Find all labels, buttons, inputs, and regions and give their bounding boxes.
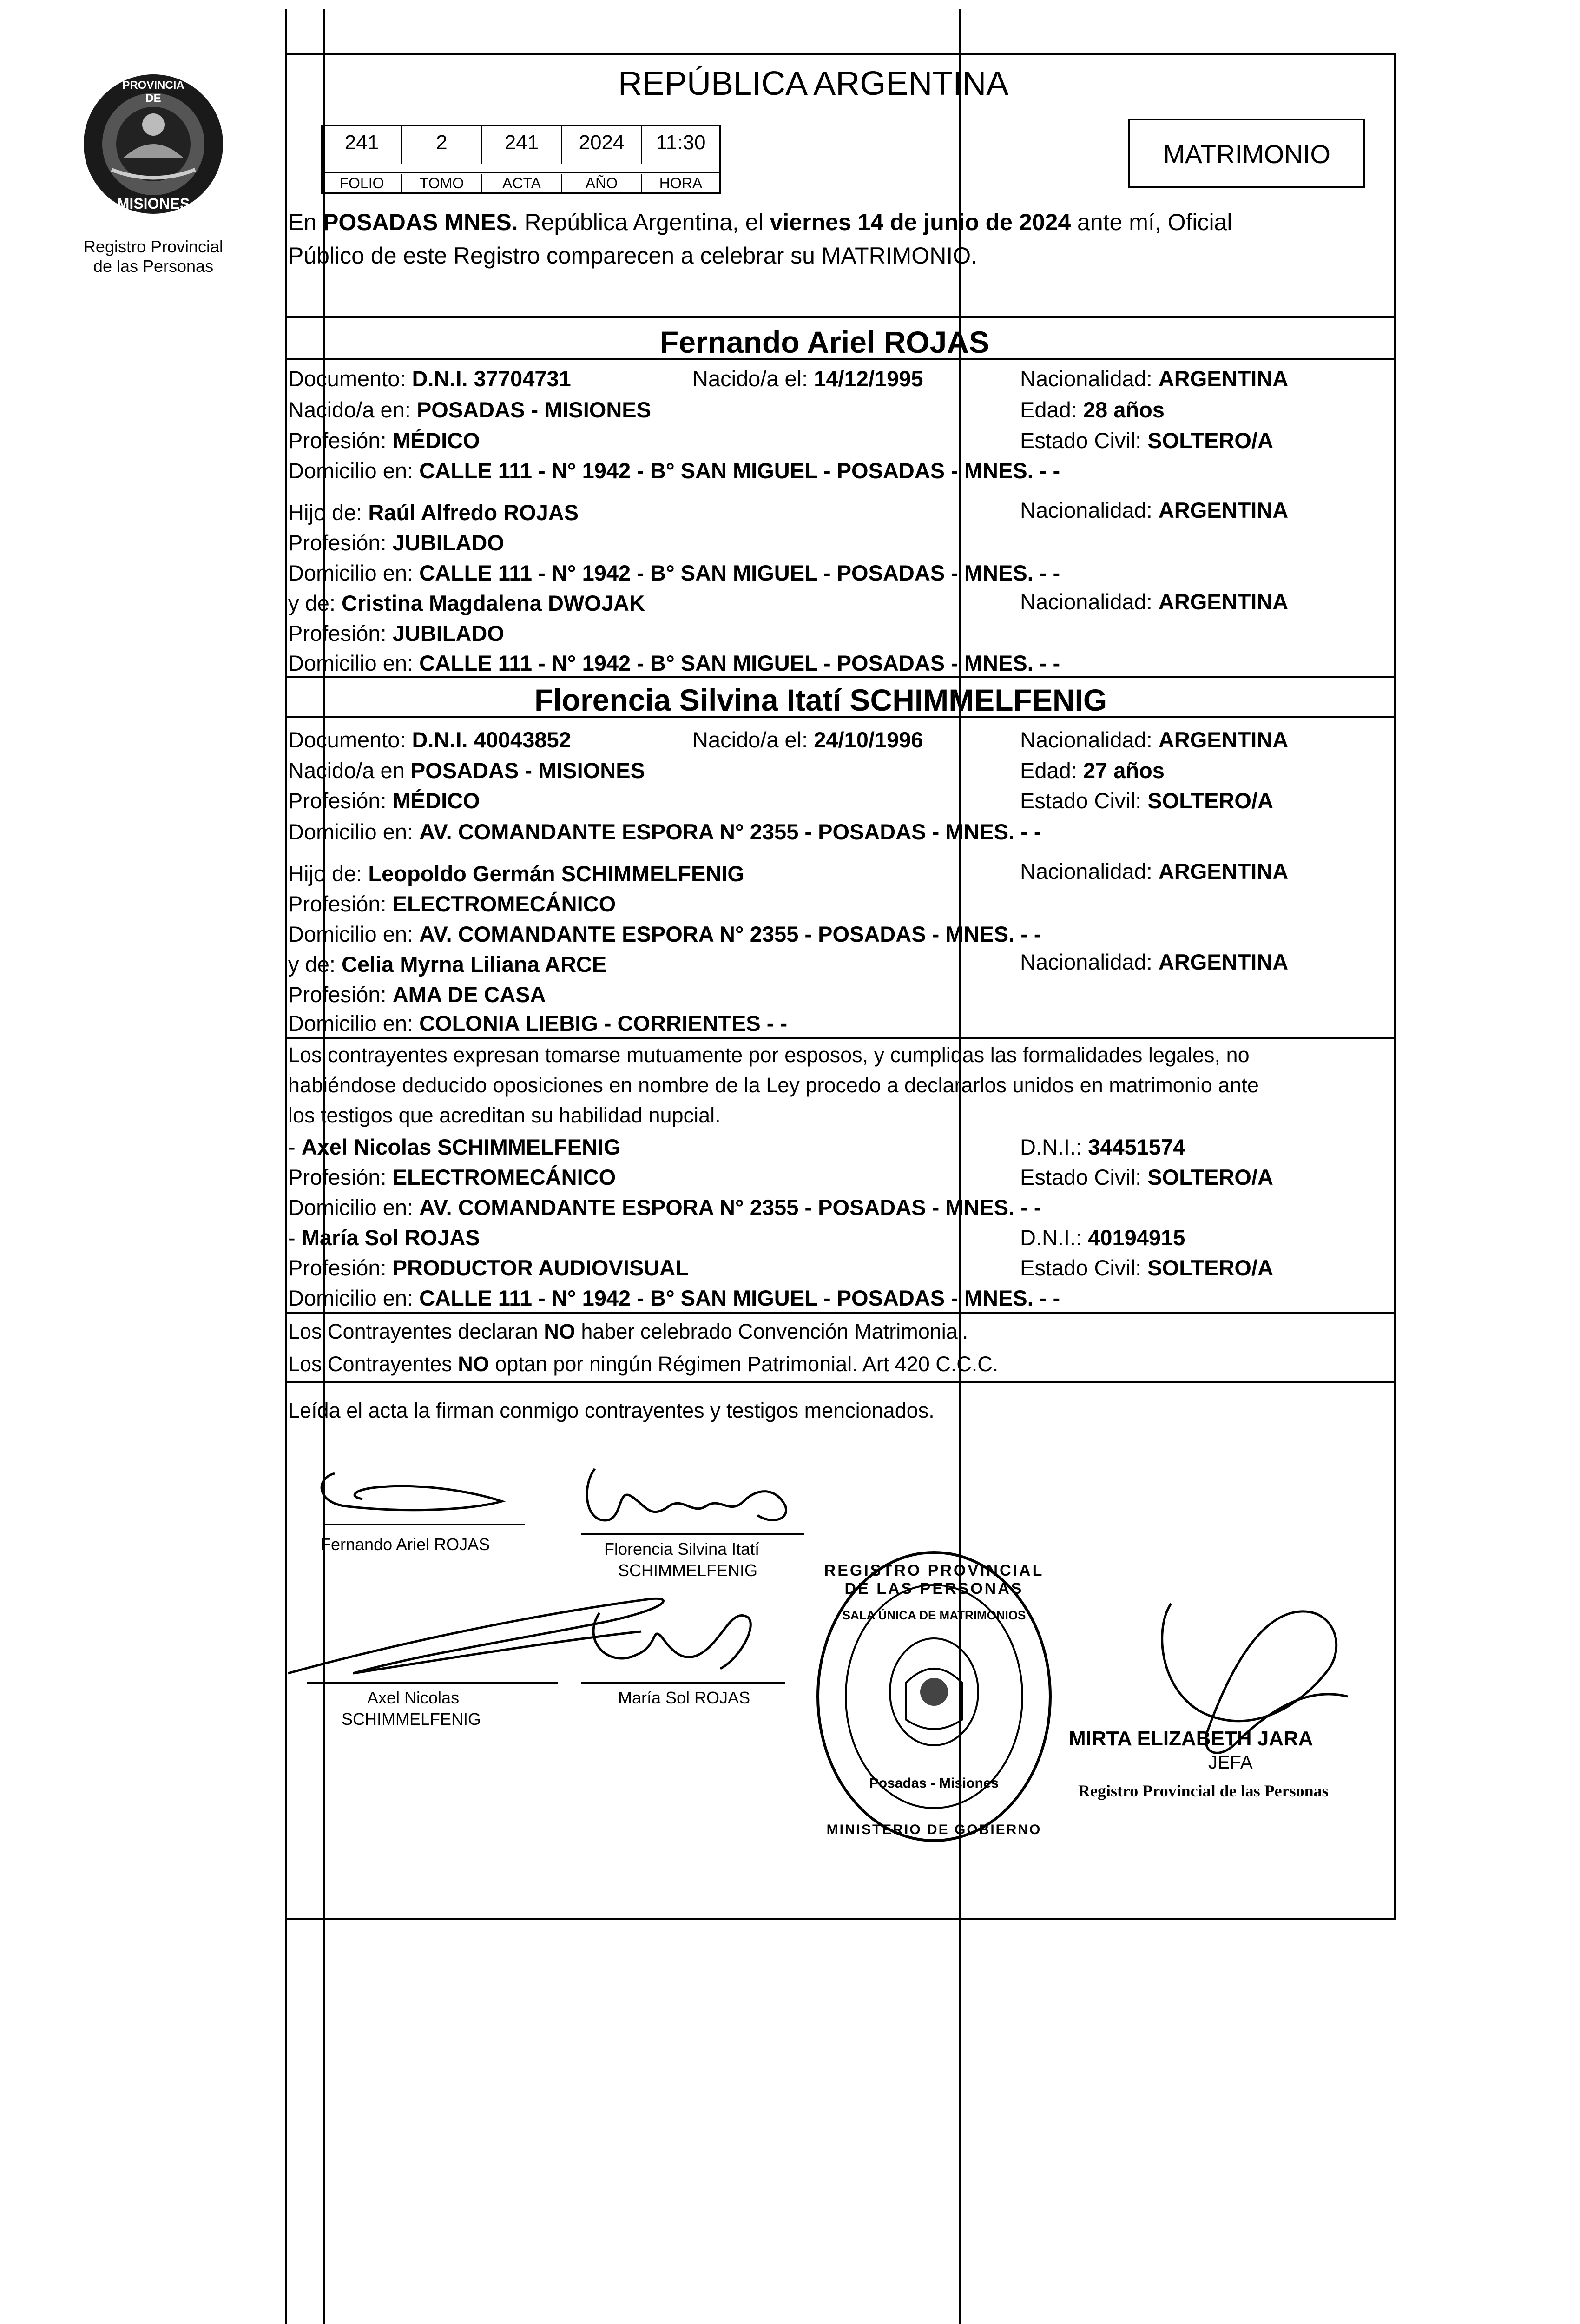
separator-intro (285, 316, 1396, 318)
testigo1-dom-label: Domicilio en: (288, 1195, 420, 1220)
sig-caption-florencia-2: SCHIMMELFENIG (618, 1561, 758, 1580)
acta-value: 241 (482, 126, 562, 164)
c2-father-nat-value: ARGENTINA (1158, 859, 1289, 884)
c2-prof-value: MÉDICO (392, 788, 480, 813)
logo-caption-2: de las Personas (93, 257, 214, 276)
c1-father-prof-value: JUBILADO (392, 530, 504, 555)
c2-age-label: Edad: (1020, 758, 1083, 783)
c2-father-nat (1020, 858, 1288, 885)
intro-text-b: República Argentina, el (518, 209, 770, 235)
c1-father-nat-label: Nacionalidad: (1020, 498, 1159, 522)
c1-mother-dom-value: CALLE 111 - N° 1942 - B° SAN MIGUEL - POSADAS - MNES. - - (419, 651, 1060, 675)
union-line-1: Los contrayentes expresan tomarse mutuamente por esposos, y cumplidas las formalidades legales, no (288, 1043, 1250, 1067)
c2-father-nat-label: Nacionalidad: (1020, 859, 1159, 884)
c1-doc-label: Documento: (288, 366, 412, 391)
testigo2-name-value: María Sol ROJAS (301, 1225, 480, 1250)
c2-age (1020, 757, 1165, 785)
c2-mother-nat-value: ARGENTINA (1158, 950, 1289, 974)
closing-text: Leída el acta la firman conmigo contrayentes y testigos mencionados. (288, 1399, 935, 1422)
c1-mother-nat (1020, 588, 1288, 616)
testigo1-dni (1020, 1133, 1185, 1161)
officer-org: Registro Provincial de las Personas (1078, 1782, 1329, 1800)
c1-dom-value: CALLE 111 - N° 1942 - B° SAN MIGUEL - POSADAS - MNES. - - (419, 458, 1060, 483)
c1-age-label: Edad: (1020, 397, 1083, 422)
c2-place (288, 757, 645, 785)
c2-age-value: 27 años (1083, 758, 1165, 783)
c2-father (288, 860, 744, 888)
c2-prof (288, 787, 480, 815)
c1-mother-nat-value: ARGENTINA (1158, 589, 1289, 614)
c2-born (692, 726, 923, 754)
c1-mother-value: Cristina Magdalena DWOJAK (341, 591, 645, 615)
c2-dom-label: Domicilio en: (288, 819, 420, 844)
c2-mother-value: Celia Myrna Liliana ARCE (341, 952, 607, 977)
c2-civil-label: Estado Civil: (1020, 788, 1148, 813)
c2-place-label: Nacido/a en (288, 758, 411, 783)
conv1-text-b: haber celebrado Convención Matrimonial. (575, 1320, 968, 1343)
conv1-no: NO (544, 1320, 575, 1343)
intro-date: viernes 14 de junio de 2024 (770, 209, 1071, 235)
testigo2-name (288, 1224, 480, 1252)
seal-bottom-text: MINISTERIO DE GOBIERNO (826, 1822, 1042, 1837)
union-line-2: habiéndose deducido oposiciones en nombre de la Ley procedo a declararlos unidos en matrimonio ante (288, 1073, 1259, 1097)
c2-mother-dom-label: Domicilio en: (288, 1011, 420, 1036)
c1-nat-label: Nacionalidad: (1020, 366, 1159, 391)
c1-dom (288, 457, 1060, 485)
c2-mother (288, 951, 606, 978)
c1-father-dom-label: Domicilio en: (288, 561, 420, 585)
c1-age-value: 28 años (1083, 397, 1165, 422)
logo-caption-1: Registro Provincial (83, 237, 224, 256)
c2-father-value: Leopoldo Germán SCHIMMELFENIG (368, 861, 744, 886)
logo-ring-bottom: MISIONES (117, 195, 190, 212)
c1-civil-label: Estado Civil: (1020, 428, 1148, 453)
intro-text-c: ante mí, Oficial (1071, 209, 1232, 235)
intro-line-1 (288, 208, 1232, 236)
c1-place-label: Nacido/a en: (288, 397, 417, 422)
testigo1-civil-value: SOLTERO/A (1147, 1165, 1273, 1189)
c1-place-value: POSADAS - MISIONES (416, 397, 651, 422)
sig-caption-axel-2: SCHIMMELFENIG (342, 1710, 481, 1729)
c1-nat (1020, 365, 1288, 393)
c1-father-label: Hijo de: (288, 500, 369, 525)
testigo2-dom-value: CALLE 111 - N° 1942 - B° SAN MIGUEL - POSADAS - MNES. - - (419, 1286, 1060, 1310)
testigo2-dni (1020, 1224, 1185, 1252)
signature-fernando (307, 1459, 548, 1534)
c1-doc-value: D.N.I. 37704731 (412, 366, 571, 391)
c2-mother-prof-label: Profesión: (288, 982, 393, 1007)
c2-mother-nat (1020, 948, 1288, 976)
c1-born-value: 14/12/1995 (814, 366, 923, 391)
c1-civil (1020, 427, 1273, 455)
c2-prof-label: Profesión: (288, 788, 393, 813)
c2-born-value: 24/10/1996 (814, 727, 923, 752)
c1-prof-label: Profesión: (288, 428, 393, 453)
acta-label: ACTA (482, 174, 562, 193)
c2-nat-label: Nacionalidad: (1020, 727, 1159, 752)
c1-mother-nat-label: Nacionalidad: (1020, 589, 1159, 614)
testigo2-dom (288, 1284, 1060, 1312)
testigo1-dni-label: D.N.I.: (1020, 1135, 1088, 1159)
c1-father-nat-value: ARGENTINA (1158, 498, 1289, 522)
c1-born-label: Nacido/a el: (692, 366, 814, 391)
c1-doc (288, 365, 571, 393)
testigo1-prof-value: ELECTROMECÁNICO (392, 1165, 616, 1189)
seal-inner-text: SALA ÚNICA DE MATRIMONIOS (842, 1608, 1026, 1622)
conv1-text-a: Los Contrayentes declaran (288, 1320, 544, 1343)
c2-father-dom (288, 920, 1041, 948)
c2-father-prof-value: ELECTROMECÁNICO (392, 891, 616, 916)
tomo-label: TOMO (402, 174, 482, 193)
c1-nat-value: ARGENTINA (1158, 366, 1289, 391)
tomo-value: 2 (402, 126, 482, 164)
separator-conv-end (285, 1381, 1396, 1383)
signature-maria (572, 1594, 795, 1687)
officer-name: MIRTA ELIZABETH JARA (1069, 1727, 1313, 1750)
c2-dom-value: AV. COMANDANTE ESPORA N° 2355 - POSADAS - MNES. - - (419, 819, 1041, 844)
testigo1-civil (1020, 1163, 1273, 1191)
c1-father-prof (288, 529, 504, 557)
act-type-label: MATRIMONIO (1163, 139, 1330, 169)
testigo1-name-value: Axel Nicolas SCHIMMELFENIG (301, 1135, 621, 1159)
c2-doc-label: Documento: (288, 727, 412, 752)
c1-father-dom (288, 559, 1060, 587)
testigo1-prefix: - (288, 1135, 302, 1159)
testigo1-name (288, 1133, 621, 1161)
c1-mother-prof-label: Profesión: (288, 621, 393, 646)
c2-father-label: Hijo de: (288, 861, 369, 886)
officer-title: JEFA (1208, 1752, 1253, 1773)
c1-place (288, 396, 651, 424)
contrayente1-name: Fernando Ariel ROJAS (660, 325, 990, 359)
seal-outer-text: REGISTRO PROVINCIAL DE LAS PERSONAS (824, 1562, 1044, 1598)
c1-mother-dom (288, 649, 1060, 677)
c1-father-value: Raúl Alfredo ROJAS (368, 500, 579, 525)
act-reference-table (321, 125, 721, 194)
conv2-no: NO (458, 1352, 489, 1376)
testigo1-dni-value: 34451574 (1088, 1135, 1185, 1159)
c2-born-label: Nacido/a el: (692, 727, 814, 752)
c1-born (692, 365, 923, 393)
c1-civil-value: SOLTERO/A (1147, 428, 1273, 453)
testigo1-prof (288, 1163, 616, 1191)
testigo2-prof (288, 1254, 689, 1282)
testigo2-civil (1020, 1254, 1273, 1282)
c1-father-dom-value: CALLE 111 - N° 1942 - B° SAN MIGUEL - POSADAS - MNES. - - (419, 561, 1060, 585)
ref-table-divider (323, 172, 719, 173)
c2-dom (288, 818, 1041, 846)
c2-mother-dom-value: COLONIA LIEBIG - CORRIENTES - - (419, 1011, 788, 1036)
c2-mother-dom (288, 1010, 787, 1037)
conv2-text-b: optan por ningún Régimen Patrimonial. Art 420 C.C.C. (489, 1352, 999, 1376)
testigo1-dom (288, 1194, 1041, 1221)
signature-florencia (553, 1459, 823, 1543)
convencion-line-1 (288, 1318, 968, 1346)
c1-mother-dom-label: Domicilio en: (288, 651, 420, 675)
conv2-text-a: Los Contrayentes (288, 1352, 458, 1376)
testigo2-dni-label: D.N.I.: (1020, 1225, 1088, 1250)
c2-doc-value: D.N.I. 40043852 (412, 727, 571, 752)
c2-place-value: POSADAS - MISIONES (410, 758, 645, 783)
anio-label: AÑO (562, 174, 642, 193)
c1-father-prof-label: Profesión: (288, 530, 393, 555)
c2-nat (1020, 726, 1288, 754)
union-line-3: los testigos que acreditan su habilidad nupcial. (288, 1103, 721, 1127)
c2-mother-label: y de: (288, 952, 342, 977)
testigo2-prefix: - (288, 1225, 302, 1250)
c2-father-prof-label: Profesión: (288, 891, 393, 916)
contrayente2-name: Florencia Silvina Itatí SCHIMMELFENIG (534, 683, 1107, 717)
folio-value: 241 (323, 126, 402, 164)
testigo2-prof-label: Profesión: (288, 1255, 393, 1280)
intro-place: POSADAS MNES. (323, 209, 518, 235)
sig-caption-fernando: Fernando Ariel ROJAS (321, 1535, 490, 1554)
c1-father (288, 499, 579, 527)
c2-mother-nat-label: Nacionalidad: (1020, 950, 1159, 974)
separator-c2-end (285, 1037, 1396, 1039)
testigo1-civil-label: Estado Civil: (1020, 1165, 1148, 1189)
c1-father-nat (1020, 496, 1288, 524)
testigo2-civil-label: Estado Civil: (1020, 1255, 1148, 1280)
c1-mother (288, 589, 645, 617)
testigo2-civil-value: SOLTERO/A (1147, 1255, 1273, 1280)
hora-value: 11:30 (656, 131, 706, 154)
page-title: REPÚBLICA ARGENTINA (618, 65, 1009, 102)
c1-mother-prof (288, 620, 504, 647)
c2-mother-prof (288, 981, 546, 1009)
sig-caption-maria: María Sol ROJAS (618, 1688, 750, 1707)
c2-doc (288, 726, 571, 754)
sig-caption-florencia-1: Florencia Silvina Itatí (604, 1539, 760, 1558)
testigo2-prof-value: PRODUCTOR AUDIOVISUAL (392, 1255, 689, 1280)
c1-prof-value: MÉDICO (392, 428, 480, 453)
intro-text-a: En (288, 209, 323, 235)
c1-dom-label: Domicilio en: (288, 458, 420, 483)
act-type-box (1128, 119, 1365, 188)
hora-label: HORA (659, 175, 703, 191)
c2-father-dom-label: Domicilio en: (288, 922, 420, 946)
logo-ring-top: PROVINCIA DE (122, 79, 184, 105)
c2-father-prof (288, 890, 616, 918)
anio-value: 2024 (562, 126, 642, 164)
province-logo (79, 70, 228, 218)
testigo1-dom-value: AV. COMANDANTE ESPORA N° 2355 - POSADAS - MNES. - - (419, 1195, 1041, 1220)
c1-mother-label: y de: (288, 591, 342, 615)
seal-city: Posadas - Misiones (869, 1776, 999, 1791)
c2-father-dom-value: AV. COMANDANTE ESPORA N° 2355 - POSADAS - MNES. - - (419, 922, 1041, 946)
folio-label: FOLIO (323, 174, 402, 193)
c2-civil (1020, 787, 1273, 815)
testigo2-dom-label: Domicilio en: (288, 1286, 420, 1310)
testigo1-prof-label: Profesión: (288, 1165, 393, 1189)
registry-seal (809, 1543, 1060, 1868)
testigo2-dni-value: 40194915 (1088, 1225, 1185, 1250)
c2-mother-prof-value: AMA DE CASA (392, 982, 546, 1007)
intro-line-2: Público de este Registro comparecen a celebrar su MATRIMONIO. (288, 243, 977, 269)
c2-nat-value: ARGENTINA (1158, 727, 1289, 752)
c1-age (1020, 396, 1165, 424)
c2-civil-value: SOLTERO/A (1147, 788, 1273, 813)
c1-mother-prof-value: JUBILADO (392, 621, 504, 646)
sig-caption-axel-1: Axel Nicolas (367, 1688, 460, 1707)
c1-prof (288, 427, 480, 455)
convencion-line-2 (288, 1350, 998, 1378)
